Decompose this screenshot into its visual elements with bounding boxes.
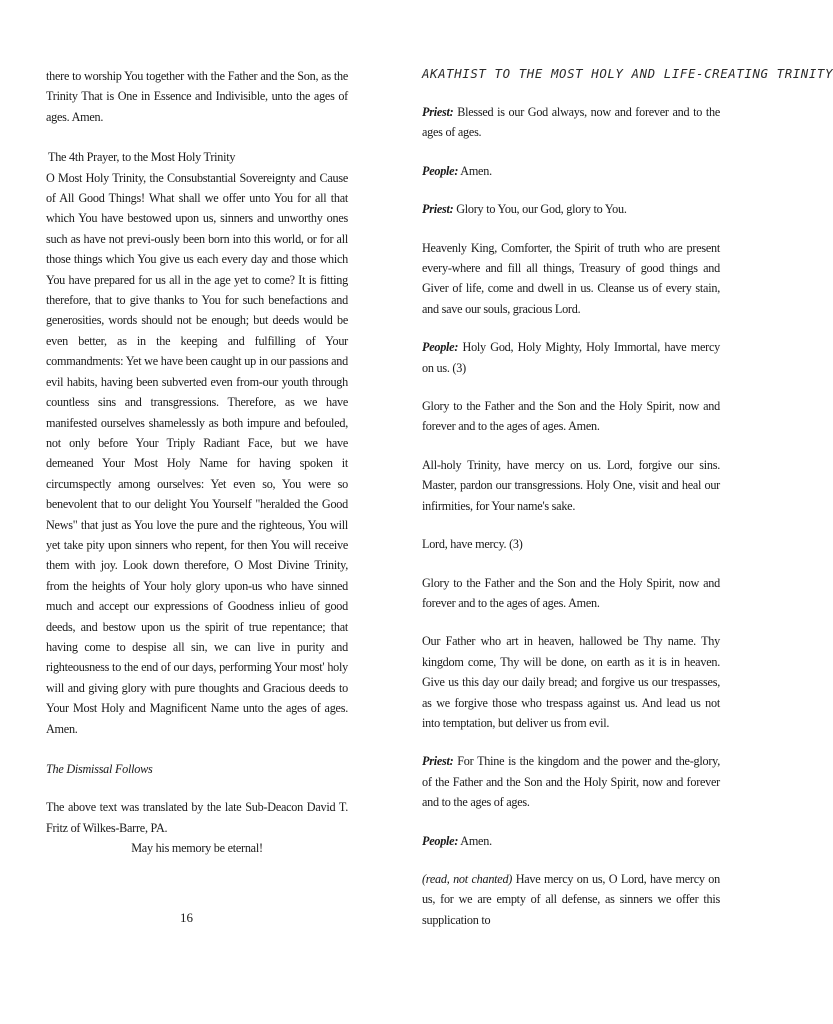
liturgy-text: All-holy Trinity, have mercy on us. Lord, forgive our sins. Master, pardon our transgressions. Holy One, visit and heal our infirmities, for Your name's sake. (422, 457, 720, 513)
liturgy-text: Glory to the Father and the Son and the Holy Spirit, now and forever and to the ages of ages. Amen. (422, 399, 720, 434)
liturgy-text: Our Father who art in heaven, hallowed be Thy name. Thy kingdom come, Thy will be done, on earth as it is in heaven. Give us this day our daily bread; and forgive us our trespasses, as we forgive those who trespass against us. And lead us not into temptation, but deliver us from evil. (422, 634, 720, 730)
prayer-heading: The 4th Prayer, to the Most Holy Trinity (48, 150, 236, 165)
dismissal-rubric: The Dismissal Follows (46, 762, 153, 776)
translation-note: The above text was translated by the late Sub-Deacon David T. Fritz of Wilkes-Barre, PA. (46, 800, 348, 835)
liturgy-block (422, 238, 720, 320)
liturgy-text: Lord, have mercy. (3) (422, 537, 523, 552)
speaker-label: People: (422, 833, 459, 848)
speaker-label: People: (422, 163, 459, 178)
liturgy-block (422, 534, 720, 554)
left-page (0, 0, 384, 1024)
liturgy-text: Heavenly King, Comforter, the Spirit of truth who are present every-where and fill all things, Treasury of good things and Giver of life, come and dwell in us. Cleanse us of every stain, and save our souls, gracious Lord. (422, 240, 720, 316)
speaker-label: Priest: (422, 754, 454, 769)
liturgy-text: Glory to You, our God, glory to You. (453, 202, 627, 217)
akathist-title: AKATHIST TO THE MOST HOLY AND LIFE-CREATING TRINITY (422, 66, 833, 81)
liturgy-text: Holy God, Holy Mighty, Holy Immortal, have mercy on us. (3) (422, 340, 720, 375)
liturgy-text: Amen. (458, 833, 492, 848)
paragraph-continued: there to worship You together with the Father and the Son, as the Trinity That is One in Essence and Indivisible, unto the ages of ages. Amen. (46, 69, 348, 124)
liturgy-text: Blessed is our God always, now and forever and to the ages of ages. (422, 105, 720, 140)
memory-line: May his memory be eternal! (131, 841, 263, 856)
prayer-body: O Most Holy Trinity, the Consubstantial Sovereignty and Cause of All Good Things! What shall we offer unto You for all that which You have bestowed upon us, sinners and unworthy ones such as have not previ-ously been born into this world, or for all those things which You give us each every day and those which You have prepared for us all in the age yet to come? It is fitting therefore, that to give thanks to You for such benefactions and generosities, words should not be enough; but deeds would be even better, as in the keeping and fulfilling of Your commandments: Yet we have been caught up in our passions and evil habits, having been subverted even from-our youth through countless sins and transgressions. Therefore, as we have manifested ourselves shamelessly as both impure and befouled, not only before Your Triply Radiant Face, but we have demeaned Your Most Holy Name for having spoken it circumspectly among ourselves: Yet even so, You were so benevolent that to our delight You Yourself "heralded the Good News" that just as You love the pure and the righteous, You will yet take pity upon sinners who repent, for then You will receive them with joy. Look down therefore, O Most Divine Trinity, from the heights of Your holy glory upon-us who have sinned much and accept our expressions of Goodness inlieu of good deeds, and bestow upon us the spirit of true repentance; that having come to despise all sin, we can live in purity and righteousness to the end of our days, performing Your most' holy will and giving glory with pure thoughts and Gracious deeds to Your Most Holy and Magnificent Name unto the ages of ages. Amen. (46, 170, 348, 736)
liturgy-text: Glory to the Father and the Son and the Holy Spirit, now and forever and to the ages of ages. Amen. (422, 575, 720, 610)
liturgy-text: Amen. (458, 163, 492, 178)
liturgy-block (422, 199, 720, 219)
right-page (384, 0, 833, 1024)
liturgy-text: For Thine is the kingdom and the power and the-glory, of the Father and the Son and the Holy Spirit, now and forever and to the ages of ages. (422, 754, 720, 810)
page-number: 16 (180, 910, 193, 925)
liturgy-text: Have mercy on us, O Lord, have mercy on us, for we are empty of all defense, as sinners we offer this supplication to (422, 871, 720, 927)
speaker-label: Priest: (422, 202, 454, 217)
liturgy-block (422, 161, 720, 181)
liturgy-block (422, 102, 720, 143)
liturgy-block (422, 869, 720, 930)
liturgy-block (422, 455, 720, 516)
liturgy-block (422, 751, 720, 812)
rubric-note: (read, not chanted) (422, 871, 513, 886)
speaker-label: Priest: (422, 105, 454, 119)
liturgy-block (422, 573, 720, 614)
liturgy-block (422, 831, 720, 851)
liturgy-block (422, 631, 720, 733)
speaker-label: People: (422, 340, 459, 355)
liturgy-block (422, 337, 720, 378)
liturgy-block (422, 396, 720, 437)
